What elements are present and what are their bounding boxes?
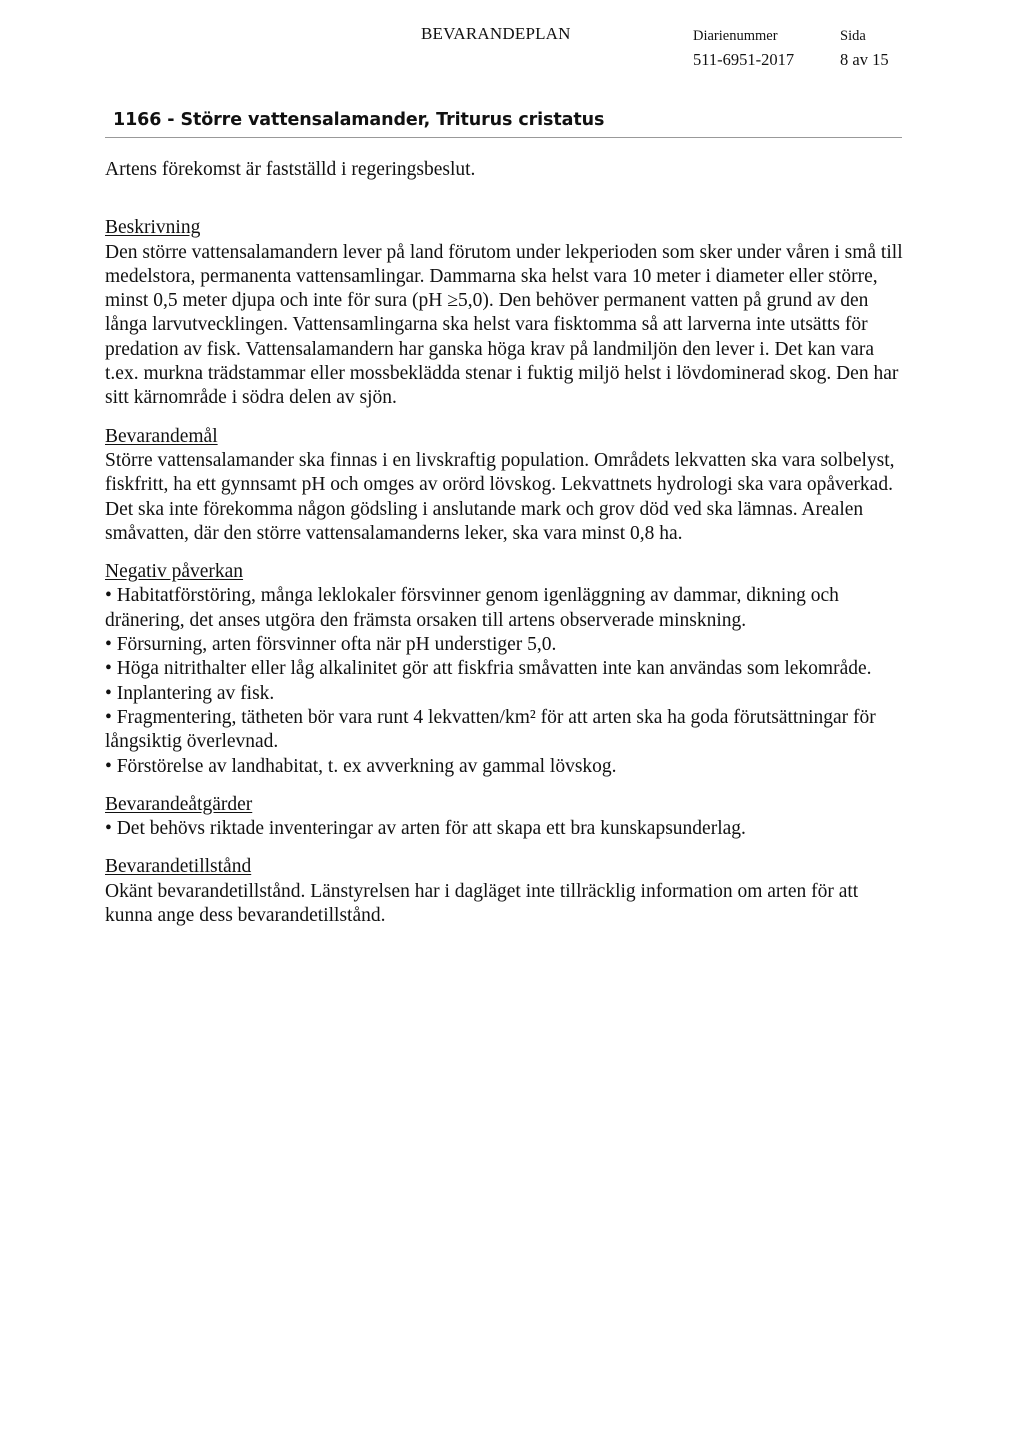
document-body: [105, 158, 905, 942]
section-title: 1166 - Större vattensalamander, Triturus cristatus: [113, 110, 605, 130]
page-number-block: [840, 24, 889, 72]
bullet-list-negativ: [105, 584, 905, 778]
heading-bevarandeatgarder: Bevarandeåtgärder: [105, 793, 253, 815]
document-type: BEVARANDEPLAN: [421, 24, 571, 43]
list-item: • Fragmentering, tätheten bör vara runt 4 lekvatten/km² för att arten ska ha goda förutsättningar för långsiktig överlevnad.: [105, 706, 876, 753]
list-item: • Det behövs riktade inventeringar av arten för att skapa ett bra kunskapsunderlag.: [105, 818, 746, 840]
title-divider: [105, 137, 902, 138]
bullet-list-atgarder: [105, 817, 905, 841]
list-item: • Förstörelse av landhabitat, t. ex avverkning av gammal lövskog.: [105, 755, 617, 777]
diarienummer-label: Diarienummer: [693, 28, 778, 44]
intro-paragraph: Artens förekomst är fastställd i regeringsbeslut.: [105, 159, 476, 180]
section-negativ-paverkan: [105, 560, 905, 779]
heading-negativ-paverkan: Negativ påverkan: [105, 561, 244, 583]
diarienummer-block: [693, 24, 794, 72]
page-number-label: Sida: [840, 28, 866, 44]
list-item: • Försurning, arten försvinner ofta när pH understiger 5,0.: [105, 634, 557, 656]
heading-bevarandetillstand: Bevarandetillstånd: [105, 856, 252, 878]
page-number-value: 8 av 15: [840, 50, 889, 69]
heading-bevarandemal: Bevarandemål: [105, 425, 218, 447]
heading-beskrivning: Beskrivning: [105, 217, 201, 239]
section-beskrivning: [105, 216, 905, 410]
list-item: • Höga nitrithalter eller låg alkalinitet gör att fiskfria småvatten inte kan användas som lekområde.: [105, 658, 872, 680]
list-item: • Inplantering av fisk.: [105, 682, 275, 704]
diarienummer-value: 511-6951-2017: [693, 50, 795, 69]
paragraph-bevarandetillstand: Okänt bevarandetillstånd. Länstyrelsen har i dagläget inte tillräcklig information om arten för att kunna ange dess bevarandetillstånd.: [105, 880, 859, 927]
list-item: • Habitatförstöring, många leklokaler försvinner genom igenläggning av dammar, dikning och dränering, det anses utgöra den främsta orsaken till artens observerade minskning.: [105, 585, 839, 631]
paragraph-beskrivning: Den större vattensalamandern lever på land förutom under lekperioden som sker under våren i små till medelstora, permanenta vattensamlingar. Dammarna ska helst vara 10 meter i diameter eller större, minst 0,5 meter djupa och inte för sura (pH ≥5,0). Den behöver permanent vatten på grund av den långa larvutvecklingen. Vattensamlingarna ska helst vara fisktomma så att larverna inte utsätts för predation av fisk. Vattensalamandern har ganska höga krav på landmiljön den lever i. Det kan vara t.ex. murkna trädstammar eller mossbeklädda stenar i fuktig miljö helst i lövdominerad skog. Den har sitt kärnområde i södra delen av sjön.: [105, 241, 903, 409]
section-bevarandeatgarder: [105, 793, 905, 842]
section-bevarandemal: [105, 425, 905, 546]
section-bevarandetillstand: [105, 855, 905, 928]
paragraph-bevarandemal: Större vattensalamander ska finnas i en livskraftig population. Områdets lekvatten ska vara solbelyst, fiskfritt, ha ett gynnsamt pH och omges av orörd lövskog. Lekvattnets hydrologi ska vara opåverkad. Det ska inte förekomma någon gödsling i anslutande mark och grov död ved ska lämnas. Arealen småvatten, där den större vattensalamanderns leker, ska vara minst 0,8 ha.: [105, 449, 895, 544]
